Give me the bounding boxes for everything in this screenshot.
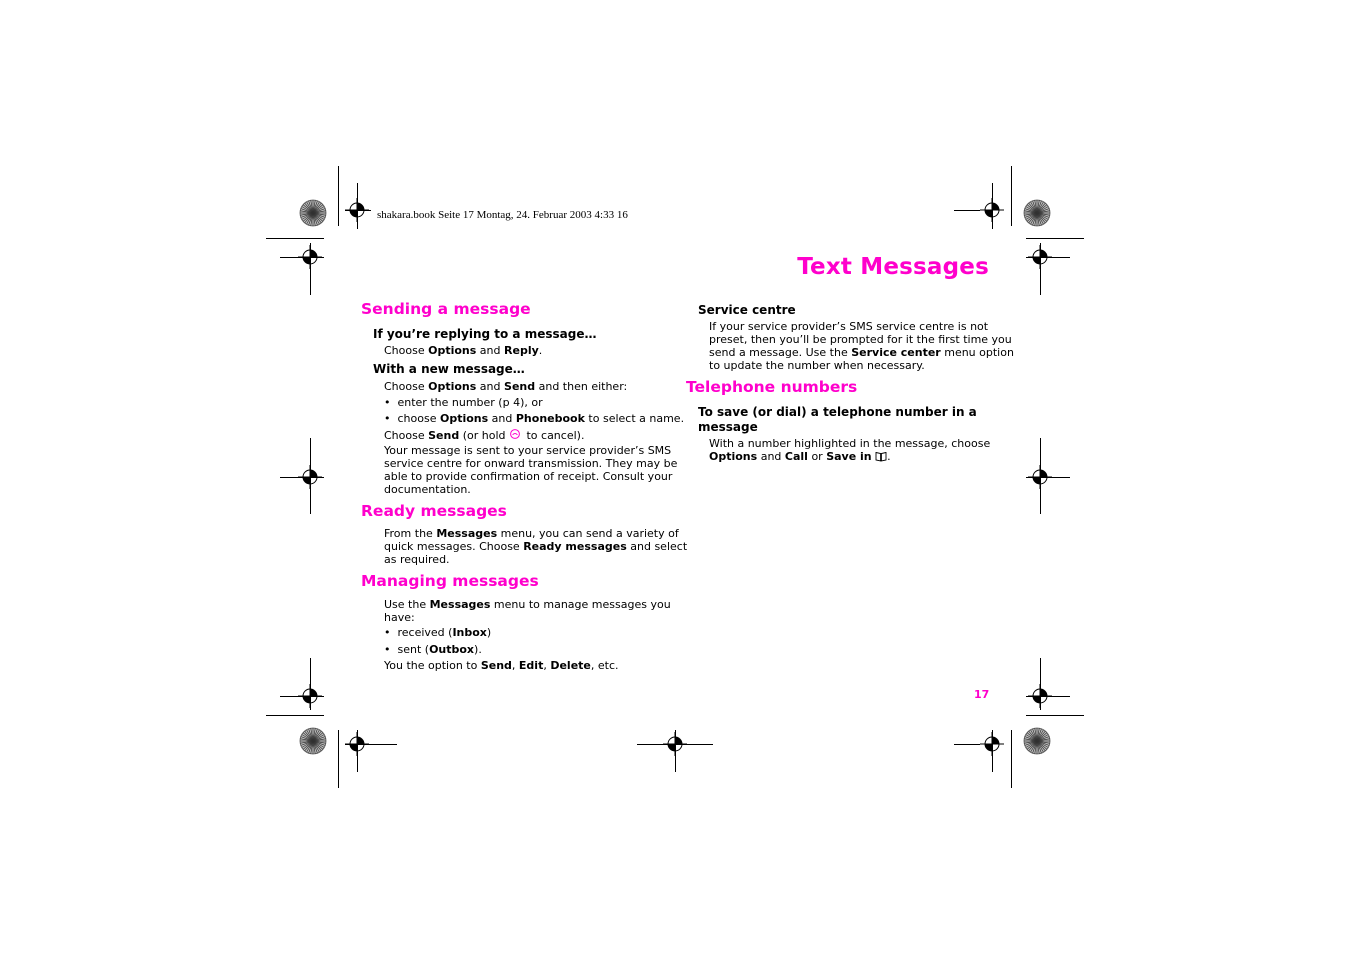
paragraph-transmission: Your message is sent to your service provider’s SMS service centre for onward transmission. They may be able to provide confirmation of receipt. Consult your documentation. <box>384 444 678 496</box>
crop-mark-line <box>992 730 993 772</box>
section-heading-ready: Ready messages <box>361 502 507 520</box>
paragraph-choose-send: Choose Send (or hold to cancel). <box>384 429 585 442</box>
crop-mark-line <box>280 257 324 258</box>
crop-mark-line <box>338 730 339 788</box>
phonebook-icon <box>875 451 887 465</box>
bullet-dot: • <box>384 643 398 656</box>
crop-mark-line <box>266 715 324 716</box>
crop-mark-line <box>345 744 397 745</box>
crop-mark-line <box>345 210 371 211</box>
section-heading-telephone: Telephone numbers <box>686 378 858 396</box>
paragraph-save-number: With a number highlighted in the message, choose Options and Call or Save in . <box>709 437 991 463</box>
paragraph-managing: Use the Messages menu to manage messages you have: <box>384 598 671 624</box>
section-heading-sending: Sending a message <box>361 300 531 318</box>
crop-mark-line <box>310 658 311 710</box>
color-bar-circle-icon <box>1023 199 1051 227</box>
page-title: Text Messages <box>797 254 989 280</box>
paragraph-replying: Choose Options and Reply. <box>384 344 543 357</box>
list-item: • choose Options and Phonebook to select a name. <box>384 412 685 425</box>
crop-mark-line <box>1011 730 1012 788</box>
crop-mark-line <box>338 166 339 226</box>
crop-mark-line <box>280 477 324 478</box>
crop-mark-line <box>675 730 676 772</box>
crop-mark-line <box>310 438 311 514</box>
bullet-dot: • <box>384 412 398 425</box>
crop-mark-line <box>992 183 993 229</box>
list-item: • enter the number (p 4), or <box>384 396 543 409</box>
subheading-new-message: With a new message… <box>373 362 525 376</box>
subheading-replying: If you’re replying to a message… <box>373 327 597 341</box>
file-info-header: shakara.book Seite 17 Montag, 24. Februar 2003 4:33 16 <box>377 209 628 221</box>
subheading-save-number: To save (or dial) a telephone number in a message <box>698 405 977 434</box>
color-bar-circle-icon <box>299 727 327 755</box>
crop-mark-line <box>1040 243 1041 295</box>
paragraph-ready: From the Messages menu, you can send a variety of quick messages. Choose Ready messages and select as required. <box>384 527 688 566</box>
list-item: • received (Inbox) <box>384 626 492 639</box>
end-key-icon <box>509 428 521 443</box>
list-item: • sent (Outbox). <box>384 643 482 656</box>
subheading-service-centre: Service centre <box>698 303 796 317</box>
bullet-dot: • <box>384 626 398 639</box>
crop-mark-line <box>1040 658 1041 710</box>
color-bar-circle-icon <box>299 199 327 227</box>
paragraph-options: You the option to Send, Edit, Delete, etc. <box>384 659 619 672</box>
crop-mark-line <box>280 696 324 697</box>
paragraph-new-intro: Choose Options and Send and then either: <box>384 380 628 393</box>
crop-mark-line <box>310 243 311 295</box>
crop-mark-line <box>1026 477 1070 478</box>
crop-mark-line <box>1026 696 1070 697</box>
crop-mark-line <box>357 183 358 229</box>
crop-mark-line <box>266 238 324 239</box>
crop-mark-line <box>1026 238 1084 239</box>
crop-mark-line <box>954 210 980 211</box>
crop-mark-line <box>1026 715 1084 716</box>
crop-mark-line <box>954 744 980 745</box>
crop-mark-line <box>1011 166 1012 226</box>
crop-mark-line <box>1026 257 1070 258</box>
color-bar-circle-icon <box>1023 727 1051 755</box>
paragraph-service-centre: If your service provider’s SMS service centre is not preset, then you’ll be prompted for it the first time you send a message. Use the Service center menu option to update the number when necessary. <box>709 320 1014 372</box>
crop-mark-line <box>357 730 358 772</box>
crop-mark-line <box>1040 438 1041 514</box>
page-number: 17 <box>974 688 990 701</box>
bullet-dot: • <box>384 396 398 409</box>
section-heading-managing: Managing messages <box>361 572 539 590</box>
